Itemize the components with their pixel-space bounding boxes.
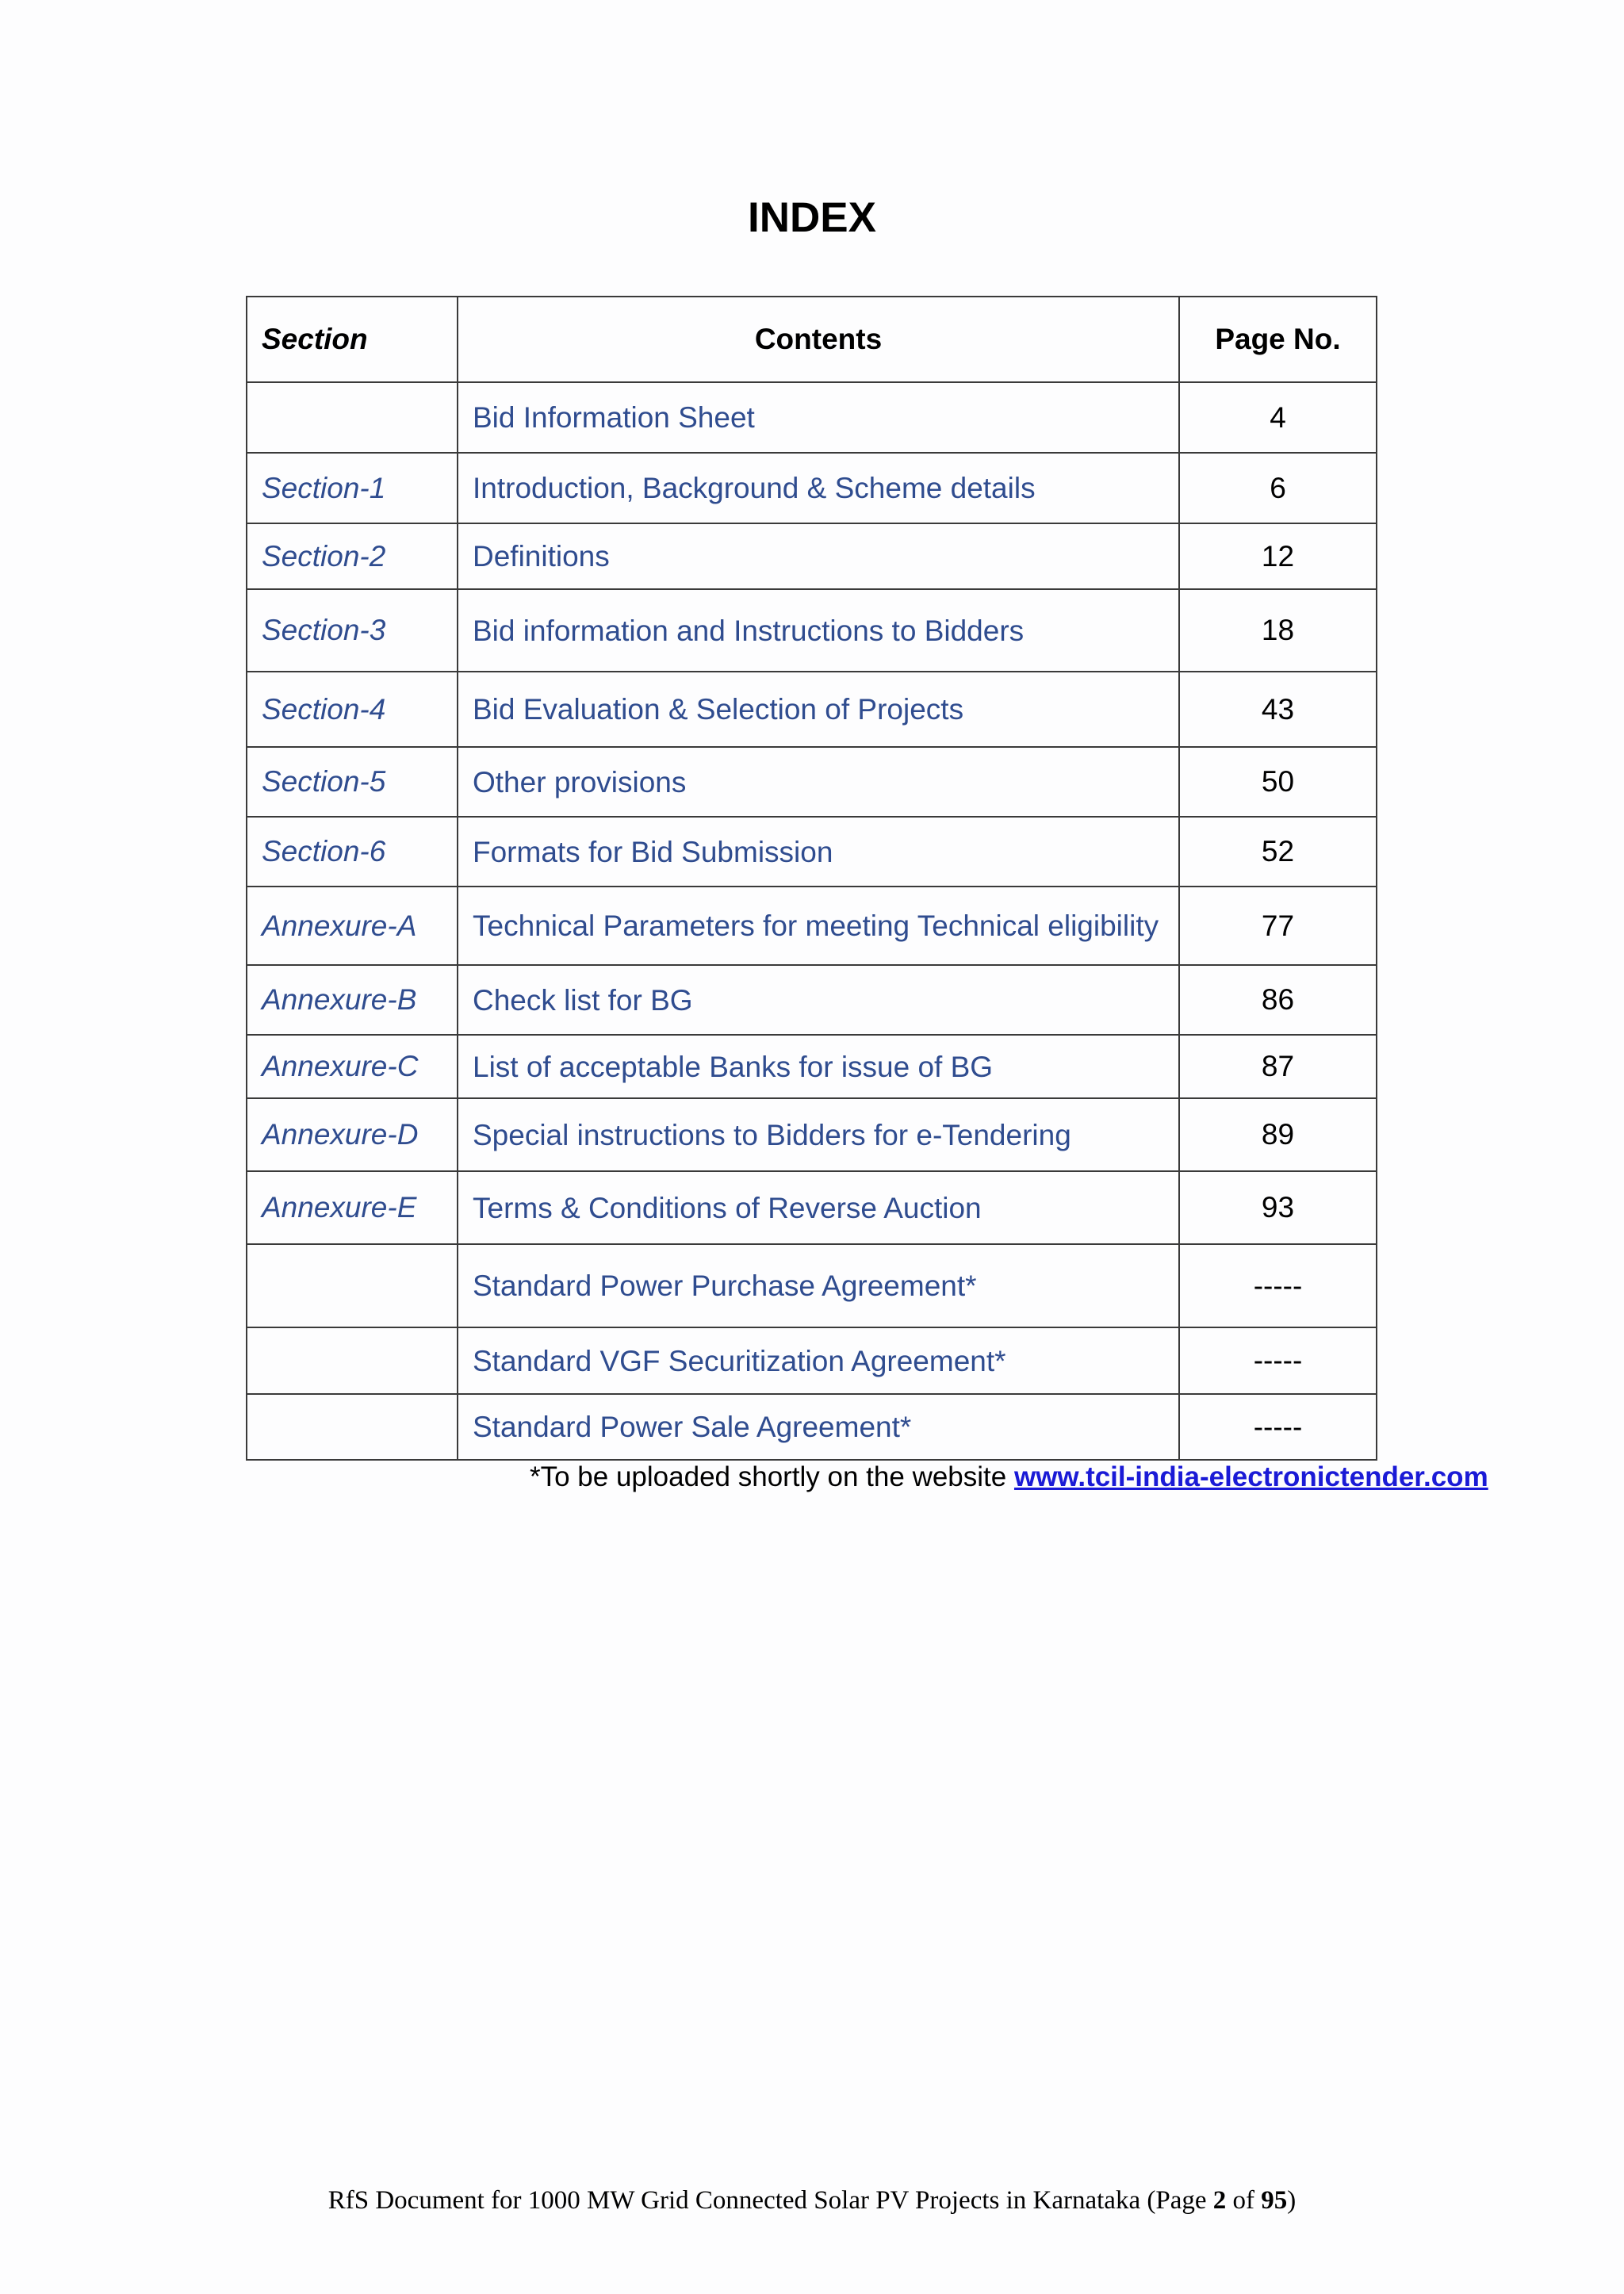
row-section: Section-5 [247,747,458,817]
row-section: Annexure-D [247,1098,458,1171]
row-contents[interactable]: Standard Power Purchase Agreement* [458,1244,1179,1327]
table-row [247,1171,1377,1244]
row-contents[interactable]: Terms & Conditions of Reverse Auction [458,1171,1179,1244]
table-row [247,589,1377,672]
table-row [247,817,1377,887]
row-page: ----- [1179,1327,1377,1394]
row-contents[interactable]: Check list for BG [458,965,1179,1035]
row-contents[interactable]: Standard Power Sale Agreement* [458,1394,1179,1460]
row-page: ----- [1179,1244,1377,1327]
row-contents[interactable]: Definitions [458,523,1179,589]
row-section: Annexure-A [247,887,458,965]
row-page: 52 [1179,817,1377,887]
table-row [247,523,1377,589]
row-page: 87 [1179,1035,1377,1098]
row-section: Section-4 [247,672,458,747]
row-contents[interactable]: Bid Evaluation & Selection of Projects [458,672,1179,747]
footer-page-number: 2 [1212,2186,1227,2215]
row-page: 89 [1179,1098,1377,1171]
page-title: INDEX [748,194,876,241]
table-row [247,382,1377,453]
row-section [247,382,458,453]
row-section [247,1327,458,1394]
row-contents[interactable]: Other provisions [458,747,1179,817]
table-row [247,1244,1377,1327]
row-section: Section-6 [247,817,458,887]
row-page: 93 [1179,1171,1377,1244]
table-row [247,747,1377,817]
row-section [247,1244,458,1327]
row-page: 12 [1179,523,1377,589]
footer-of: of [1226,2186,1262,2215]
header-page-no: Page No. [1179,297,1377,382]
row-section: Annexure-E [247,1171,458,1244]
row-page: 18 [1179,589,1377,672]
row-page: 6 [1179,453,1377,523]
table-row [247,1098,1377,1171]
footer-close: ) [1287,2186,1297,2215]
row-contents[interactable]: Technical Parameters for meeting Technical eligibility [458,887,1179,965]
table-row [247,453,1377,523]
row-section: Section-3 [247,589,458,672]
table-row [247,887,1377,965]
row-contents[interactable]: Standard VGF Securitization Agreement* [458,1327,1179,1394]
row-contents[interactable]: Introduction, Background & Scheme details [458,453,1179,523]
row-page: 43 [1179,672,1377,747]
row-section [247,1394,458,1460]
table-row [247,1394,1377,1460]
website-link[interactable]: www.tcil-india-electronictender.com [1013,1461,1488,1492]
row-section: Annexure-B [247,965,458,1035]
page-footer [0,2183,1624,2218]
row-page: 77 [1179,887,1377,965]
footnote [530,1459,1488,1496]
row-contents[interactable]: Bid information and Instructions to Bidders [458,589,1179,672]
row-contents[interactable]: List of acceptable Banks for issue of BG [458,1035,1179,1098]
header-section: Section [247,297,458,382]
row-section: Section-1 [247,453,458,523]
table-row [247,672,1377,747]
row-page: 50 [1179,747,1377,817]
row-page: 86 [1179,965,1377,1035]
row-section: Annexure-C [247,1035,458,1098]
row-section: Section-2 [247,523,458,589]
row-contents[interactable]: Bid Information Sheet [458,382,1179,453]
header-contents: Contents [458,297,1179,382]
row-contents[interactable]: Special instructions to Bidders for e-Tendering [458,1098,1179,1171]
table-header-row [247,297,1377,382]
footer-total-pages: 95 [1261,2186,1288,2215]
table-row [247,965,1377,1035]
table-row [247,1035,1377,1098]
index-table [246,296,1377,1461]
row-contents[interactable]: Formats for Bid Submission [458,817,1179,887]
footer-text: RfS Document for 1000 MW Grid Connected Solar PV Projects in Karnataka (Page [327,2186,1213,2215]
row-page: ----- [1179,1394,1377,1460]
footnote-text: *To be uploaded shortly on the website [530,1461,1014,1492]
row-page: 4 [1179,382,1377,453]
table-row [247,1327,1377,1394]
